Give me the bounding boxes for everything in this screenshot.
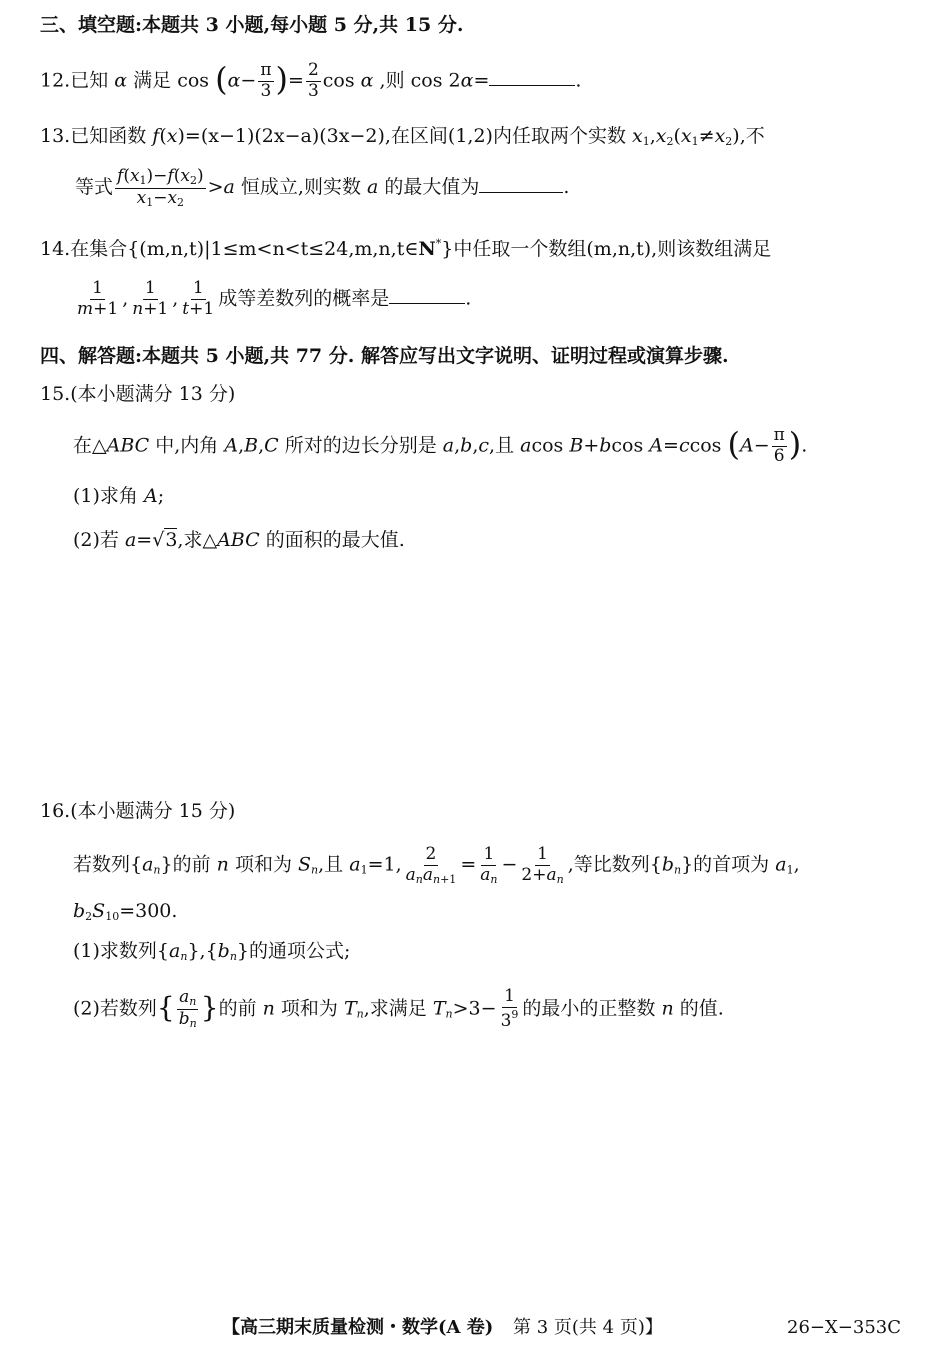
answer-blank-14 [389,289,465,304]
question-15-part-1: (1)求角 A; [73,485,165,507]
question-16-part-1: (1)求数列$\{a_n\},\{b_n\}$的通项公式; [73,940,351,963]
question-15-part-2: (2)若 a=√3,求△ABC 的面积的最大值. [73,529,405,551]
question-15-header: 15.(本小题满分 13 分) [40,383,236,405]
section-3-header: 三、填空题:本题共 3 小题,每小题 5 分,共 15 分. [40,14,464,36]
answer-blank-12 [489,71,575,86]
question-15-stem: 在△ABC 中,内角 A,B,C 所对的边长分别是 a,b,c,且 acos B+bcos A=ccos (A− $\frac{\pi}{6}$ ). [73,425,808,466]
footer-code: 26−X−353C [787,1317,902,1338]
question-13-number: 13. [40,125,71,147]
question-16-stem-line-1: 若数列$\{a_n\}$的前 n 项和为 $S_n$,且 $a_1=1$, $\frac{2}{a_na_{n+1}}$ = $\frac{1}{a_n}$ − $\frac{1}{2+a_n}$ ,等比数列$\{b_n\}$的首项为 $a_1$, [73,844,800,886]
question-15-number: 15. [40,383,71,405]
question-13-line-2: 等式 $\frac{f(x_1)-f(x_2)}{x_1-x_2}$ >a 恒成立,则实数 a 的最大值为 . [75,166,570,209]
question-12-number: 12. [40,69,71,92]
footer-page: 第 3 页(共 4 页)】 [513,1317,663,1338]
footer [222,1317,663,1339]
question-16-number: 16. [40,800,71,822]
question-14-number: 14. [40,238,71,260]
section-4-header: 四、解答题:本题共 5 小题,共 77 分. 解答应写出文字说明、证明过程或演算步骤. [40,345,729,367]
answer-blank-13 [479,178,563,193]
question-16-part-2: (2)若数列{ $\frac{a_n}{b_n}$ }的前 n 项和为 $T_n$,求满足 $T_n>3-$ $\frac{1}{3^9}$ 的最小的正整数 n 的值. [73,986,724,1031]
footer-title: 【高三期末质量检测・数学(A 卷) [222,1317,494,1338]
question-13-line-1: 13.已知函数 f(x)=(x−1)(2x−a)(3x−2),在区间(1,2)内任取两个实数 $x_1,x_2(x_1\ne x_2)$,不 [40,125,765,148]
question-16-stem-line-2: $b_2S_{10}=300$. [73,900,178,923]
question-16-header: 16.(本小题满分 15 分) [40,800,236,822]
question-14-line-1: 14.在集合{(m,n,t)|1≤m<n<t≤24,m,n,t∈N*}中任取一个数组(m,n,t),则该数组满足 [40,237,772,260]
question-12: 12.已知 α 满足 cos (α− $\frac{\pi}{3}$ )= $\frac{2}{3}$ cos α ,则 cos 2α= . [40,60,582,101]
question-14-line-2: $\frac{1}{m+1}$ , $\frac{1}{n+1}$ , $\frac{1}{t+1}$ 成等差数列的概率是 . [77,278,472,319]
